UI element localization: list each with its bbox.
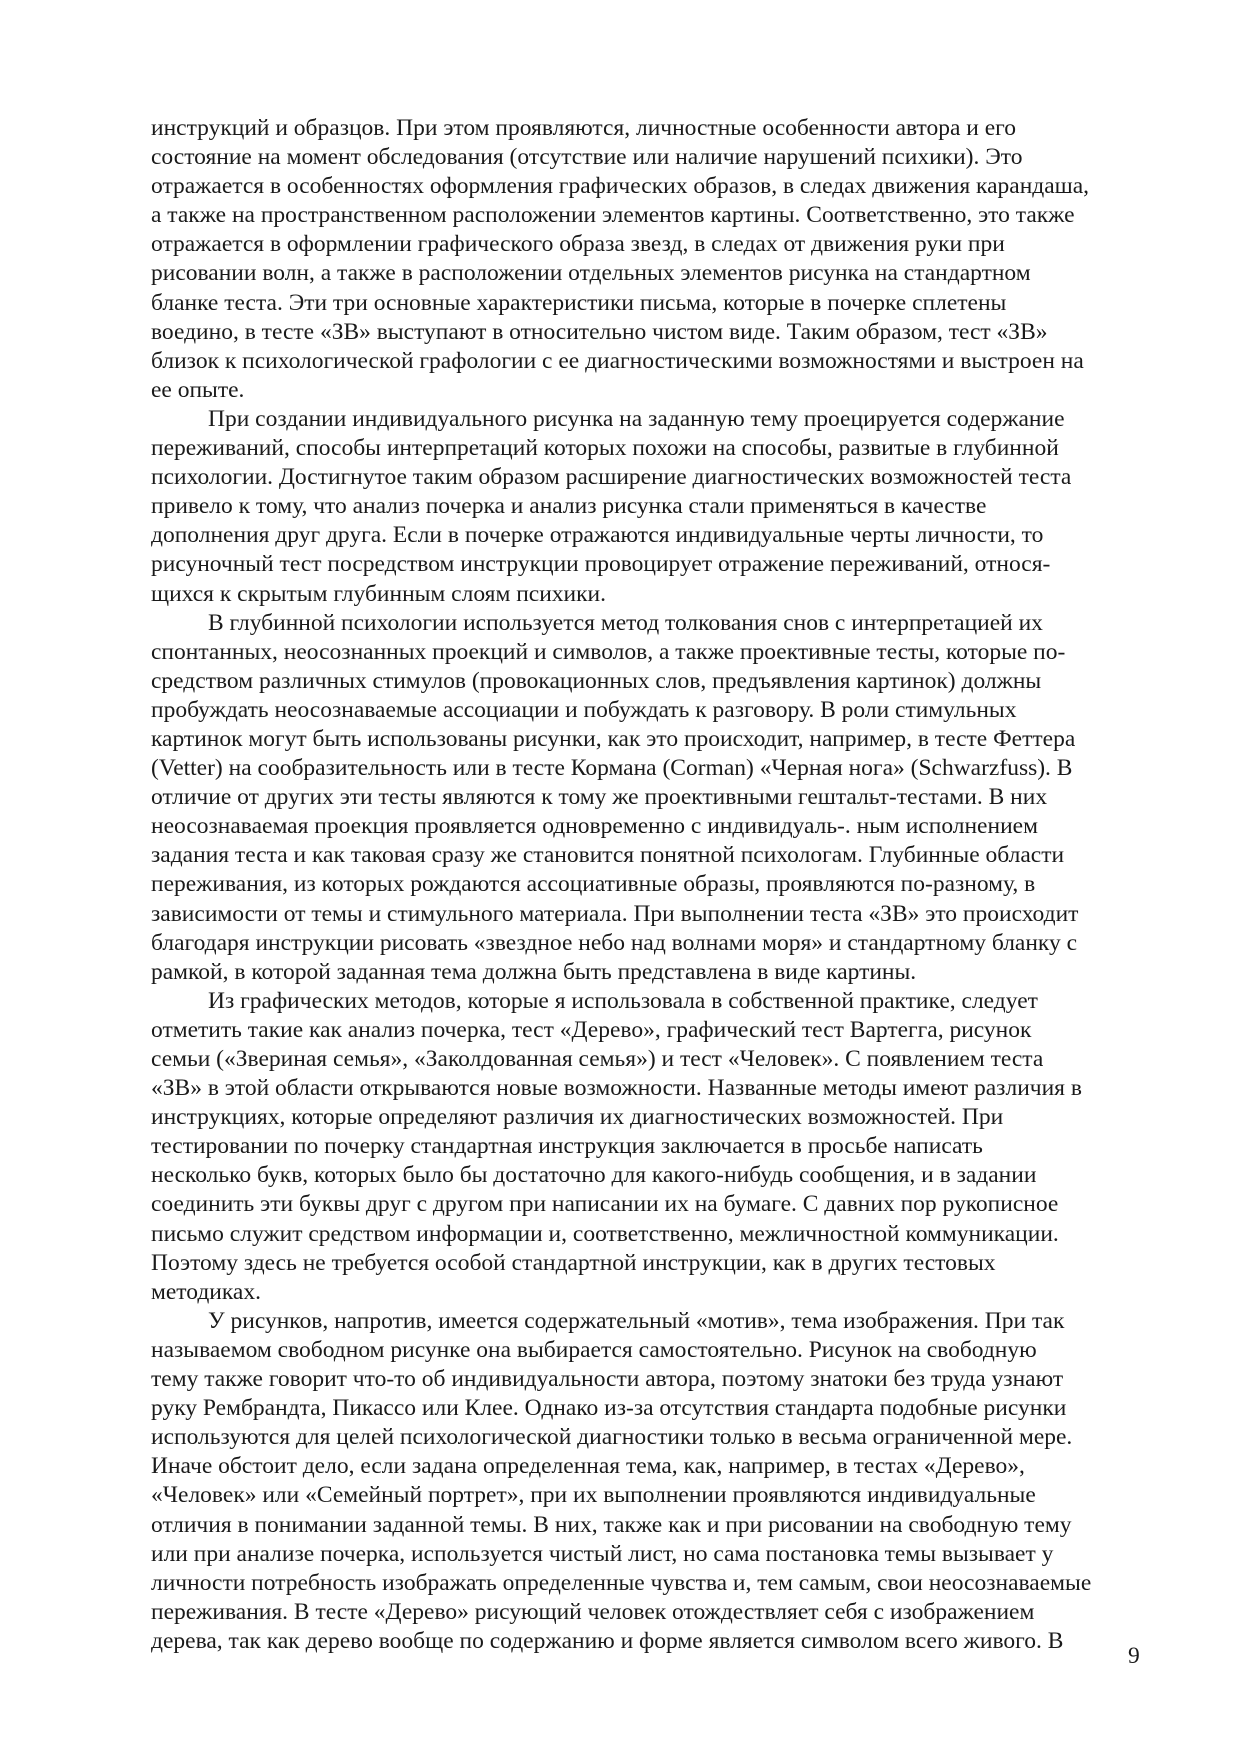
text-line: «ЗВ» в этой области открываются новые возможности. Названные методы имеют различия в: [151, 1075, 1082, 1102]
text-line: переживаний, способы интерпретаций которых похожи на способы, развитые в глубинной: [151, 435, 1059, 462]
paragraph: [151, 114, 1146, 405]
text-line: средством различных стимулов (провокационных слов, предъявления картинок) должны: [151, 667, 1042, 694]
text-line: В глубинной психологии используется метод толкования снов с интерпретацией их: [208, 609, 1043, 636]
text-line: отличия в понимании заданной темы. В них, также как и при рисовании на свободную тему: [151, 1511, 1072, 1538]
text-line: У рисунков, напротив, имеется содержательный «мотив», тема изображения. При так: [208, 1307, 1065, 1334]
paragraph: [151, 987, 1146, 1307]
text-line: зависимости от темы и стимульного материала. При выполнении теста «ЗВ» это происходит: [151, 900, 1079, 927]
text-line: дополнения друг друга. Если в почерке отражаются индивидуальные черты личности, то: [151, 522, 1044, 549]
text-line: семьи («Звериная семья», «Заколдованная семья») и тест «Человек». С появлением теста: [151, 1046, 1044, 1072]
text-line: картинок могут быть использованы рисунки, как это происходит, например, в тесте Феттера: [151, 725, 1076, 752]
text-line: Поэтому здесь не требуется особой стандартной инструкции, как в других тестовых: [151, 1249, 996, 1276]
text-line: отражается в оформлении графического образа звезд, в следах от движения руки при: [151, 231, 1005, 258]
text-line: переживания, из которых рождаются ассоциативные образы, проявляются по-разному, в: [151, 871, 1036, 898]
text-line: а также на пространственном расположении элементов картины. Соответственно, это также: [151, 202, 1075, 229]
text-line: рисовании волн, а также в расположении отдельных элементов рисунка на стандартном: [151, 260, 1031, 287]
text-line: инструкций и образцов. При этом проявляются, личностные особенности автора и его: [151, 115, 1016, 141]
text-line: переживания. В тесте «Дерево» рисующий человек отождествляет себя с изображением: [151, 1598, 1035, 1625]
text-line: методиках.: [151, 1278, 261, 1305]
text-line: рамкой, в которой заданная тема должна быть представлена в виде картины.: [151, 958, 917, 985]
text-line: пробуждать неосознаваемые ассоциации и побуждать к разговору. В роли стимульных: [151, 696, 1017, 723]
text-line: неосознаваемая проекция проявляется одновременно с индивидуаль-. ным исполнением: [151, 813, 1038, 840]
page-number: 9: [1128, 1643, 1140, 1669]
text-line: отражается в особенностях оформления графических образов, в следах движения карандаша,: [151, 173, 1090, 200]
text-line: тестировании по почерку стандартная инструкция заключается в просьбе написать: [151, 1133, 983, 1160]
text-line: называемом свободном рисунке она выбирается самостоятельно. Рисунок на свободную: [151, 1336, 1037, 1363]
text-line: письмо служит средством информации и, соответственно, межличностной коммуникации.: [151, 1220, 1059, 1247]
text-line: руку Рембрандта, Пикассо или Клее. Однако из-за отсутствия стандарта подобные рисунки: [151, 1395, 1067, 1422]
body-text: [151, 114, 1146, 1656]
text-line: воедино, в тесте «ЗВ» выступают в относительно чистом виде. Таким образом, тест «ЗВ»: [151, 318, 1048, 345]
text-line: личности потребность изображать определенные чувства и, тем самым, свои неосознаваемые: [151, 1569, 1092, 1596]
text-line: привело к тому, что анализ почерка и анализ рисунка стали применяться в качестве: [151, 493, 987, 520]
paragraph: [151, 405, 1146, 609]
text-line: щихся к скрытым глубинным слоям психики.: [151, 580, 606, 607]
text-line: отметить такие как анализ почерка, тест «Дерево», графический тест Вартегга, рисунок: [151, 1016, 1032, 1043]
text-line: тему также говорит что-то об индивидуальности автора, поэтому знатоки без труда узнают: [151, 1366, 1064, 1393]
text-line: «Человек» или «Семейный портрет», при их выполнении проявляются индивидуальные: [151, 1482, 1036, 1509]
text-line: благодаря инструкции рисовать «звездное небо над волнами моря» и стандартному бланку с: [151, 929, 1078, 956]
text-line: несколько букв, которых было бы достаточно для какого-нибудь сообщения, и в задании: [151, 1162, 1037, 1189]
text-line: спонтанных, неосознанных проекций и символов, а также проективные тесты, которые по-: [151, 638, 1066, 665]
text-line: состояние на момент обследования (отсутствие или наличие нарушений психики). Это: [151, 144, 1023, 171]
text-line: Из графических методов, которые я использовала в собственной практике, следует: [208, 987, 1038, 1014]
text-line: отличие от других эти тесты являются к тому же проективными гештальт-тестами. В них: [151, 784, 1048, 811]
text-line: соединить эти буквы друг с другом при написании их на бумаге. С давних пор рукописное: [151, 1191, 1059, 1218]
text-line: близок к психологической графологии с ее диагностическими возможностями и выстроен на: [151, 347, 1084, 374]
text-line: (Vetter) на сообразительность или в тесте Кормана (Corman) «Черная нога» (Schwarzfuss). В: [151, 755, 1073, 782]
text-line: задания теста и как таковая сразу же становится понятной психологам. Глубинные области: [151, 842, 1065, 869]
text-line: дерева, так как дерево вообще по содержанию и форме является символом всего живого. В: [151, 1627, 1064, 1654]
text-line: При создании индивидуального рисунка на заданную тему проецируется содержание: [208, 405, 1065, 432]
text-line: используются для целей психологической диагностики только в весьма ограниченной мере.: [151, 1424, 1073, 1451]
text-line: инструкциях, которые определяют различия их диагностических возможностей. При: [151, 1104, 1004, 1131]
text-line: психологии. Достигнутое таким образом расширение диагностических возможностей теста: [151, 464, 1072, 491]
text-line: или при анализе почерка, используется чистый лист, но сама постановка темы вызывает у: [151, 1540, 1054, 1567]
text-line: рисуночный тест посредством инструкции провоцирует отражение переживаний, относя-: [151, 551, 1051, 578]
text-line: Иначе обстоит дело, если задана определенная тема, как, например, в тестах «Дерево»,: [151, 1453, 1025, 1480]
paragraph: [151, 609, 1146, 987]
paragraph: [151, 1307, 1146, 1656]
text-line: бланке теста. Эти три основные характеристики письма, которые в почерке сплетены: [151, 289, 1007, 316]
text-line: ее опыте.: [151, 376, 245, 403]
